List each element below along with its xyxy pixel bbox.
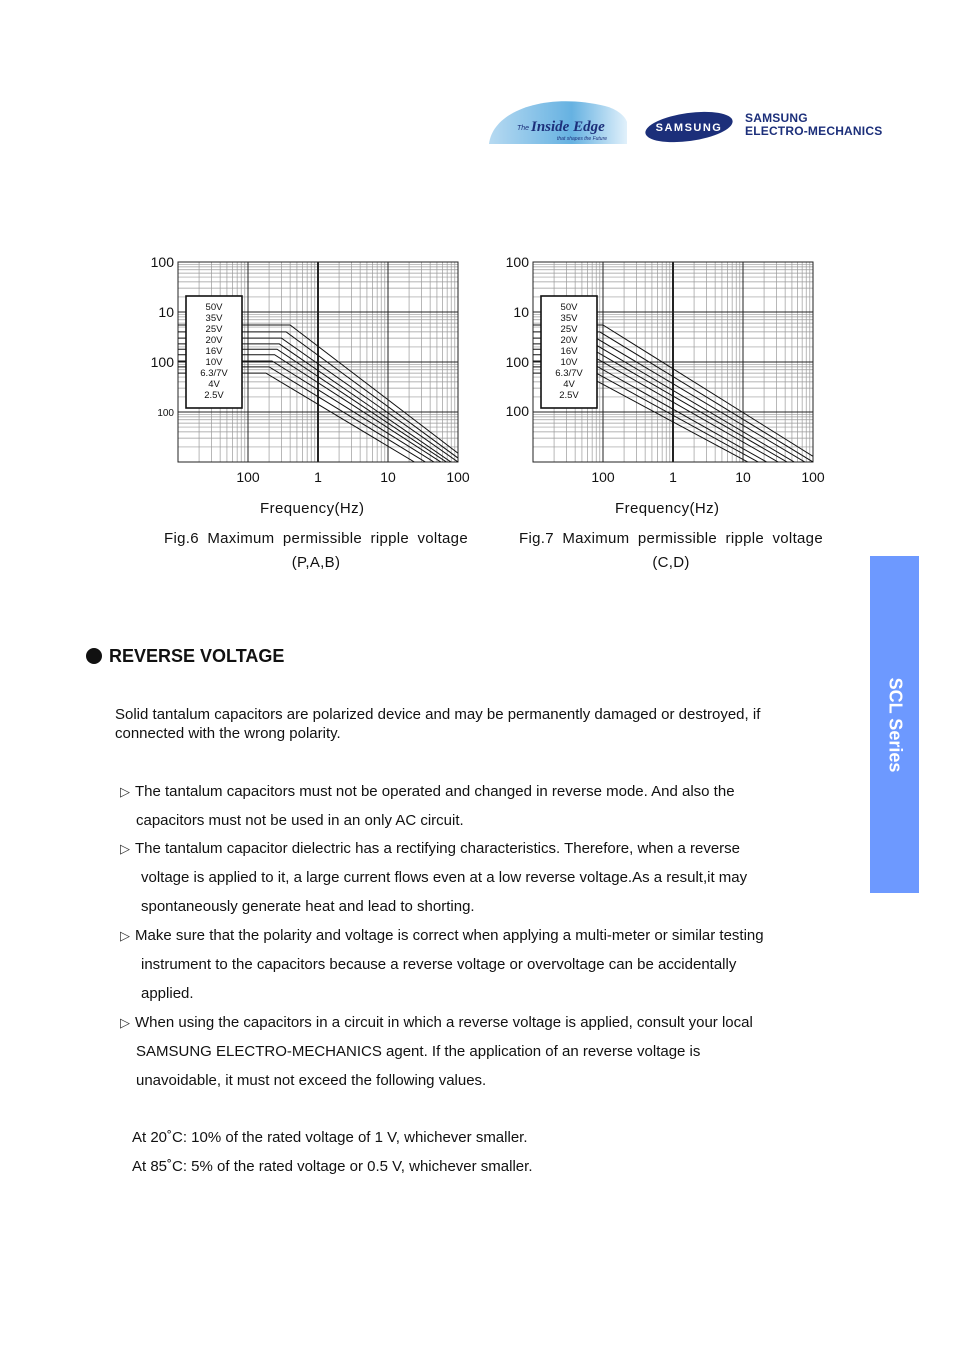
svg-text:that shapes the Future: that shapes the Future xyxy=(557,136,608,142)
figure-caption-line1: Fig.7 Maximum permissible ripple voltage xyxy=(519,530,823,547)
legend-entry: 25V xyxy=(560,324,578,335)
legend-entry: 10V xyxy=(560,357,578,368)
list-item-line: applied. xyxy=(141,985,194,1002)
y-tick-label: 10 xyxy=(158,304,174,320)
company-name-line1: SAMSUNG xyxy=(745,111,808,125)
list-item-line: instrument to the capacitors because a reverse voltage or overvoltage can be accidentally xyxy=(141,956,737,973)
ripple-voltage-chart-fig7 xyxy=(495,250,825,490)
y-tick-label: 100 xyxy=(505,354,529,370)
svg-text:The: The xyxy=(517,125,530,132)
legend-entry: 35V xyxy=(560,313,578,324)
legend-entry: 4V xyxy=(208,379,220,390)
figure-caption xyxy=(511,530,831,571)
ripple-voltage-chart-fig6 xyxy=(140,250,470,490)
limit-85c: At 85˚C: 5% of the rated voltage or 0.5 V, whichever smaller. xyxy=(132,1158,533,1175)
company-name xyxy=(745,112,882,138)
triangle-bullet-icon: ▷ xyxy=(120,784,130,799)
figure-caption-line1: Fig.6 Maximum permissible ripple voltage xyxy=(164,530,468,547)
legend-entry: 2.5V xyxy=(204,390,224,401)
section-heading xyxy=(86,646,284,667)
y-tick-label: 10 xyxy=(513,304,529,320)
list-item-line: spontaneously generate heat and lead to shorting. xyxy=(141,898,475,915)
legend-entry: 16V xyxy=(205,346,223,357)
bullet-dot-icon xyxy=(86,648,102,664)
legend-entry: 50V xyxy=(205,302,223,313)
y-tick-label: 100 xyxy=(157,408,174,419)
svg-text:Inside Edge: Inside Edge xyxy=(531,119,605,135)
legend-entry: 35V xyxy=(205,313,223,324)
legend-entry: 2.5V xyxy=(559,390,579,401)
list-item-line: The tantalum capacitor dielectric has a rectifying characteristics. Therefore, when a reverse xyxy=(135,840,740,857)
y-tick-label: 100 xyxy=(150,354,174,370)
intro-line: connected with the wrong polarity. xyxy=(115,725,341,742)
list-item-line: unavoidable, it must not exceed the following values. xyxy=(136,1072,487,1089)
series-side-tab-label: SCL Series xyxy=(885,677,905,772)
figure-caption-line2: (P,A,B) xyxy=(291,554,341,571)
x-tick-label: 10 xyxy=(380,469,396,485)
x-tick-label: 100 xyxy=(591,469,615,485)
list-item-line: voltage is applied to it, a large current flows even at a low reverse voltage.As a result,it may xyxy=(141,869,748,886)
y-tick-label: 100 xyxy=(150,254,174,270)
figure-caption xyxy=(156,530,476,571)
samsung-logo xyxy=(644,110,734,144)
x-tick-label: 1 xyxy=(314,469,322,485)
triangle-bullet-icon: ▷ xyxy=(120,1015,130,1030)
legend-entry: 20V xyxy=(560,335,578,346)
legend-entry: 10V xyxy=(205,357,223,368)
svg-text:SAMSUNG: SAMSUNG xyxy=(655,122,723,134)
triangle-bullet-icon: ▷ xyxy=(120,841,130,856)
legend-entry: 20V xyxy=(205,335,223,346)
list-item-line: capacitors must not be used in an only AC circuit. xyxy=(136,812,464,829)
list-item-line: When using the capacitors in a circuit in which a reverse voltage is applied, consult your local xyxy=(135,1014,753,1031)
x-tick-label: 10 xyxy=(735,469,751,485)
series-side-tab[interactable] xyxy=(870,556,919,893)
list-item xyxy=(120,921,764,1008)
chart-xlabel: Frequency(Hz) xyxy=(260,500,365,517)
limit-20c: At 20˚C: 10% of the rated voltage of 1 V, whichever smaller. xyxy=(132,1129,528,1146)
list-item-line: SAMSUNG ELECTRO-MECHANICS agent. If the application of an reverse voltage is xyxy=(136,1043,701,1060)
inside-edge-logo xyxy=(487,96,629,146)
legend-entry: 4V xyxy=(563,379,575,390)
legend-entry: 6.3/7V xyxy=(555,368,583,379)
x-tick-label: 100 xyxy=(236,469,260,485)
intro-line: Solid tantalum capacitors are polarized device and may be permanently damaged or destroyed, if xyxy=(115,706,761,723)
triangle-bullet-icon: ▷ xyxy=(120,928,130,943)
list-item-line: The tantalum capacitors must not be operated and changed in reverse mode. And also the xyxy=(135,783,735,800)
list-item xyxy=(120,834,747,921)
legend-entry: 50V xyxy=(560,302,578,313)
list-item xyxy=(120,777,735,835)
x-tick-label: 1 xyxy=(669,469,677,485)
company-name-line2: ELECTRO-MECHANICS xyxy=(745,124,883,138)
y-tick-label: 100 xyxy=(505,403,529,419)
x-tick-label: 100 xyxy=(446,469,470,485)
intro-paragraph xyxy=(115,705,760,743)
list-item xyxy=(120,1008,753,1095)
list-item-line: Make sure that the polarity and voltage is correct when applying a multi-meter or similar testing xyxy=(135,927,764,944)
legend-entry: 25V xyxy=(205,324,223,335)
x-tick-label: 100 xyxy=(801,469,825,485)
figure-caption-line2: (C,D) xyxy=(652,554,690,571)
section-heading-text: REVERSE VOLTAGE xyxy=(109,646,285,666)
legend-entry: 6.3/7V xyxy=(200,368,228,379)
legend-entry: 16V xyxy=(560,346,578,357)
y-tick-label: 100 xyxy=(505,254,529,270)
chart-xlabel: Frequency(Hz) xyxy=(615,500,720,517)
